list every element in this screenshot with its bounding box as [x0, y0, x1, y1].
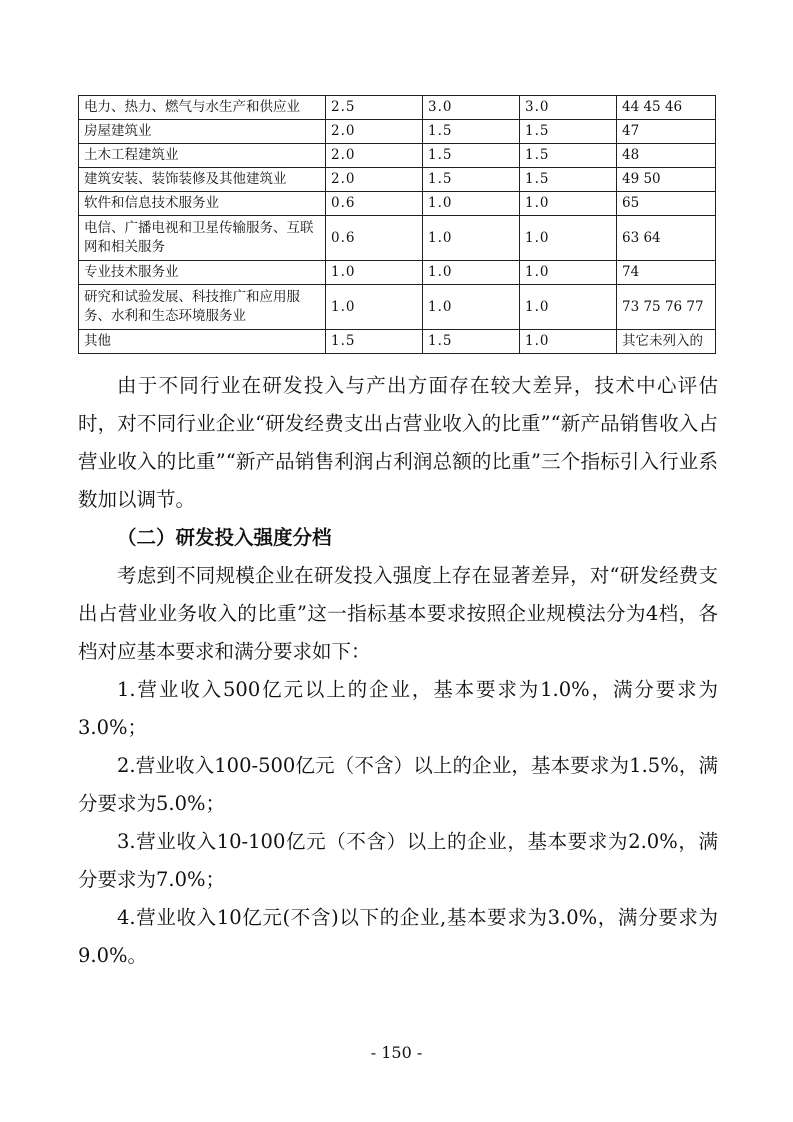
table-cell: 1.0	[423, 192, 520, 216]
table-cell: 土木工程建筑业	[79, 144, 326, 168]
table-cell: 1.5	[520, 120, 617, 144]
table-cell: 0.6	[326, 216, 423, 261]
table-cell: 2.0	[326, 168, 423, 192]
table-cell: 2.0	[326, 144, 423, 168]
table-cell: 47	[617, 120, 716, 144]
table-cell: 1.0	[326, 261, 423, 285]
table-row	[79, 285, 716, 330]
industry-coefficient-table	[78, 95, 716, 354]
table-row	[79, 168, 716, 192]
tier-item-3: 3.营业收入10-100亿元（不含）以上的企业，基本要求为2.0%，满分要求为7.0%；	[78, 830, 718, 891]
table-cell: 2.5	[326, 96, 423, 120]
coefficient-table	[78, 95, 716, 354]
table-cell: 73 75 76 77	[617, 285, 716, 330]
body-text	[78, 367, 718, 975]
table-cell: 1.0	[520, 330, 617, 354]
table-cell: 电信、广播电视和卫星传输服务、互联网和相关服务	[79, 216, 326, 261]
tier-item-2: 2.营业收入100-500亿元（不含）以上的企业，基本要求为1.5%，满分要求为5.0%；	[78, 754, 718, 815]
table-cell: 48	[617, 144, 716, 168]
table-cell: 电力、热力、燃气与水生产和供应业	[79, 96, 326, 120]
table-cell: 1.5	[520, 168, 617, 192]
table-cell: 44 45 46	[617, 96, 716, 120]
table-cell: 房屋建筑业	[79, 120, 326, 144]
table-cell: 74	[617, 261, 716, 285]
table-row	[79, 216, 716, 261]
table-cell: 其他	[79, 330, 326, 354]
table-cell: 1.0	[520, 285, 617, 330]
page-number: - 150 -	[370, 1043, 423, 1062]
table-cell: 1.0	[423, 285, 520, 330]
table-row	[79, 96, 716, 120]
table-cell: 软件和信息技术服务业	[79, 192, 326, 216]
table-cell: 49 50	[617, 168, 716, 192]
paragraph-industry-coefficient: 由于不同行业在研发投入与产出方面存在较大差异，技术中心评估时，对不同行业企业“研发经费支出占营业收入的比重”“新产品销售收入占营业收入的比重”“新产品销售利润占利润总额的比重”三个指标引入行业系数加以调节。	[78, 374, 718, 511]
table-row	[79, 120, 716, 144]
section-heading: （二）研发投入强度分档	[117, 526, 332, 549]
table-row	[79, 330, 716, 354]
table-cell: 建筑安装、装饰装修及其他建筑业	[79, 168, 326, 192]
tier-item-4: 4.营业收入10亿元(不含)以下的企业,基本要求为3.0%，满分要求为9.0%。	[78, 906, 718, 967]
table-cell: 0.6	[326, 192, 423, 216]
table-cell: 3.0	[520, 96, 617, 120]
table-cell: 1.5	[423, 168, 520, 192]
table-cell: 1.5	[423, 330, 520, 354]
table-cell: 1.5	[423, 120, 520, 144]
table-row	[79, 261, 716, 285]
table-cell: 2.0	[326, 120, 423, 144]
table-cell: 1.0	[520, 192, 617, 216]
table-cell: 65	[617, 192, 716, 216]
table-cell: 1.0	[326, 285, 423, 330]
paragraph-rd-tiers: 考虑到不同规模企业在研发投入强度上存在显著差异，对“研发经费支出占营业业务收入的比重”这一指标基本要求按照企业规模法分为4档，各档对应基本要求和满分要求如下：	[78, 564, 718, 663]
table-cell: 专业技术服务业	[79, 261, 326, 285]
tier-item-1: 1.营业收入500亿元以上的企业，基本要求为1.0%，满分要求为3.0%；	[78, 678, 718, 739]
table-cell: 1.0	[520, 261, 617, 285]
table-cell: 1.5	[326, 330, 423, 354]
table-cell: 63 64	[617, 216, 716, 261]
table-cell: 研究和试验发展、科技推广和应用服务、水利和生态环境服务业	[79, 285, 326, 330]
table-row	[79, 192, 716, 216]
table-cell: 1.0	[423, 216, 520, 261]
table-cell: 1.0	[520, 216, 617, 261]
table-cell: 1.0	[423, 261, 520, 285]
table-row	[79, 144, 716, 168]
table-cell: 1.5	[520, 144, 617, 168]
table-cell: 其它未列入的	[617, 330, 716, 354]
table-cell: 1.5	[423, 144, 520, 168]
table-cell: 3.0	[423, 96, 520, 120]
